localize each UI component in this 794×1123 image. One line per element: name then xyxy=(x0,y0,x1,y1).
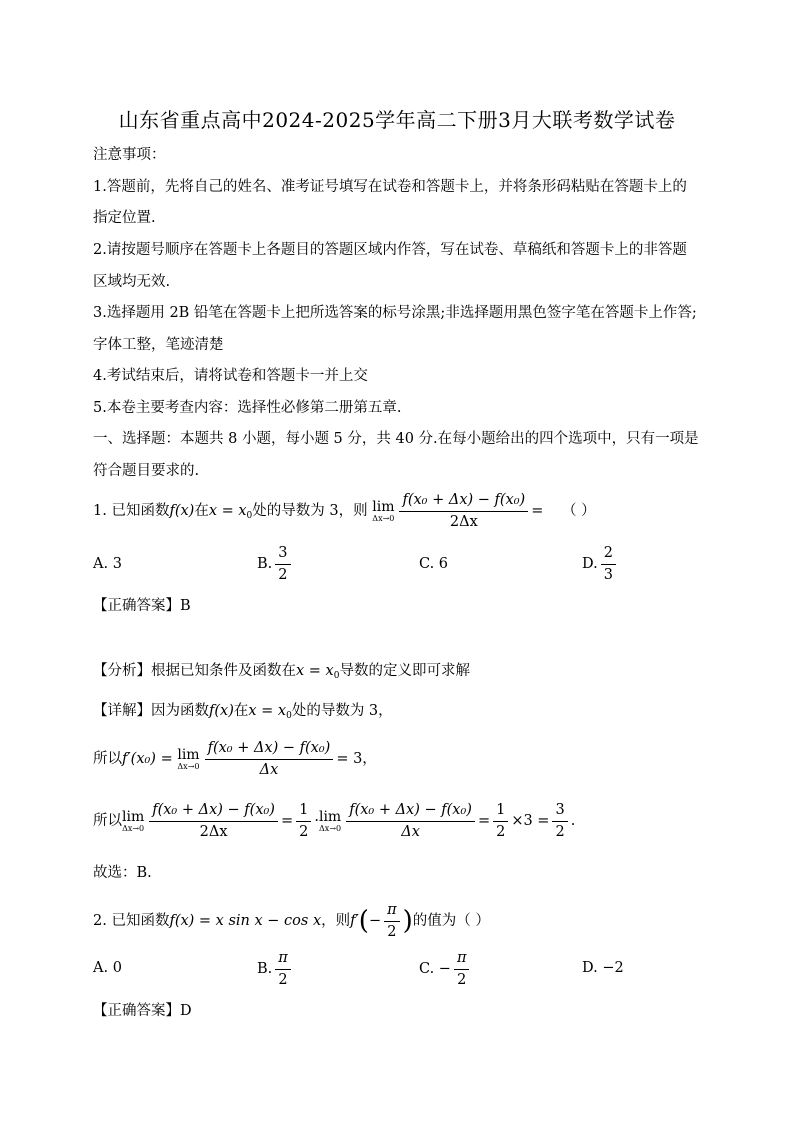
notice-line: 3.选择题用 2B 铅笔在答题卡上把所选答案的标号涂黑;非选择题用黑色签字笔在答题卡上作答; xyxy=(93,305,697,321)
q1-step-2: 所以 lim Δx→0 $\frac{\text{f(x₀ + Δx) − f(x₀)}}{2\Delta x}$ = $\frac{1}{2}$ · lim Δx→0 $\frac{\text{f(x₀ + Δx) − f(x₀)}}{\Delta x}$ = $\frac{1}{2}$ ×3 = $\frac{3}{2}$ . xyxy=(93,802,576,840)
section-heading-cont: 符合题目要求的. xyxy=(93,463,200,479)
section-heading: 一、选择题：本题共 8 小题，每小题 5 分，共 40 分.在每小题给出的四个选项中，只有一项是 xyxy=(93,431,699,447)
q1-cond: x = x xyxy=(208,503,247,520)
notice-line: 字体工整，笔迹清楚 xyxy=(93,337,224,353)
q1-choose: 故选：B. xyxy=(93,865,152,881)
q1-blank: （ ） xyxy=(561,503,596,520)
question-2: 2. 已知函数f(x) = x sin x − cos x，则f′(− $\frac{\pi}{2}$ )的值为（ ） xyxy=(93,902,490,940)
q1-limit: lim Δx→0 xyxy=(372,498,395,523)
q1-func: f(x) xyxy=(169,503,195,520)
q1-option-d: D. $\frac{2}{3}$ xyxy=(582,545,619,583)
notice-line: 5.本卷主要考查内容：选择性必修第二册第五章. xyxy=(93,400,402,416)
q1-text: 在 xyxy=(194,503,209,520)
q2-option-d: D. −2 xyxy=(582,960,624,976)
notice-heading: 注意事项： xyxy=(93,147,166,163)
question-1: 1. 已知函数f(x)在$x = x_0$处的导数为 3，则 lim Δx→0 $\frac{\text{f(x₀ + Δx) − f(x₀)}}{2\Delta x}$ = （ ） xyxy=(93,492,596,530)
page-title: 山东省重点高中2024-2025学年高二下册3月大联考数学试卷 xyxy=(118,108,676,132)
q1-option-b: B. $\frac{3}{2}$ xyxy=(257,545,294,583)
q1-text: 1. 已知函数 xyxy=(93,503,170,520)
notice-line: 1.答题前，先将自己的姓名、准考证号填写在试卷和答题卡上，并将条形码粘贴在答题卡上的 xyxy=(93,179,687,195)
q1-option-c: C. 6 xyxy=(419,556,449,572)
q2-option-b: B. $\frac{\pi}{2}$ xyxy=(257,950,294,988)
q2-option-a: A. 0 xyxy=(93,960,122,976)
q2-option-c: C. − $\frac{\pi}{2}$ xyxy=(419,950,472,988)
notice-line: 4.考试结束后，请将试卷和答题卡一并上交 xyxy=(93,368,368,384)
notice-line: 区域均无效. xyxy=(93,274,171,290)
q1-analysis: 【分析】根据已知条件及函数在$x = x_0$导数的定义即可求解 xyxy=(93,663,470,681)
q1-step-1: 所以f′(x₀) = lim Δx→0 $\frac{\text{f(x₀ + Δx) − f(x₀)}}{\Delta x}$ = 3， xyxy=(93,740,377,778)
notice-line: 指定位置. xyxy=(93,210,156,226)
notice-line: 2.请按题号顺序在答题卡上各题目的答题区域内作答，写在试卷、草稿纸和答题卡上的非答题 xyxy=(93,242,687,258)
q1-text: 处的导数为 3，则 xyxy=(252,503,368,520)
q1-answer: 【正确答案】B xyxy=(93,598,191,614)
q1-detail: 【详解】因为函数f(x)在$x = x_0$处的导数为 3， xyxy=(93,703,393,721)
q1-option-a: A. 3 xyxy=(93,556,122,572)
q2-answer: 【正确答案】D xyxy=(93,1003,192,1019)
q1-fraction: $\frac{\text{f(x₀ + Δx) − f(x₀)}}{2\Delta x}$ xyxy=(399,492,528,530)
